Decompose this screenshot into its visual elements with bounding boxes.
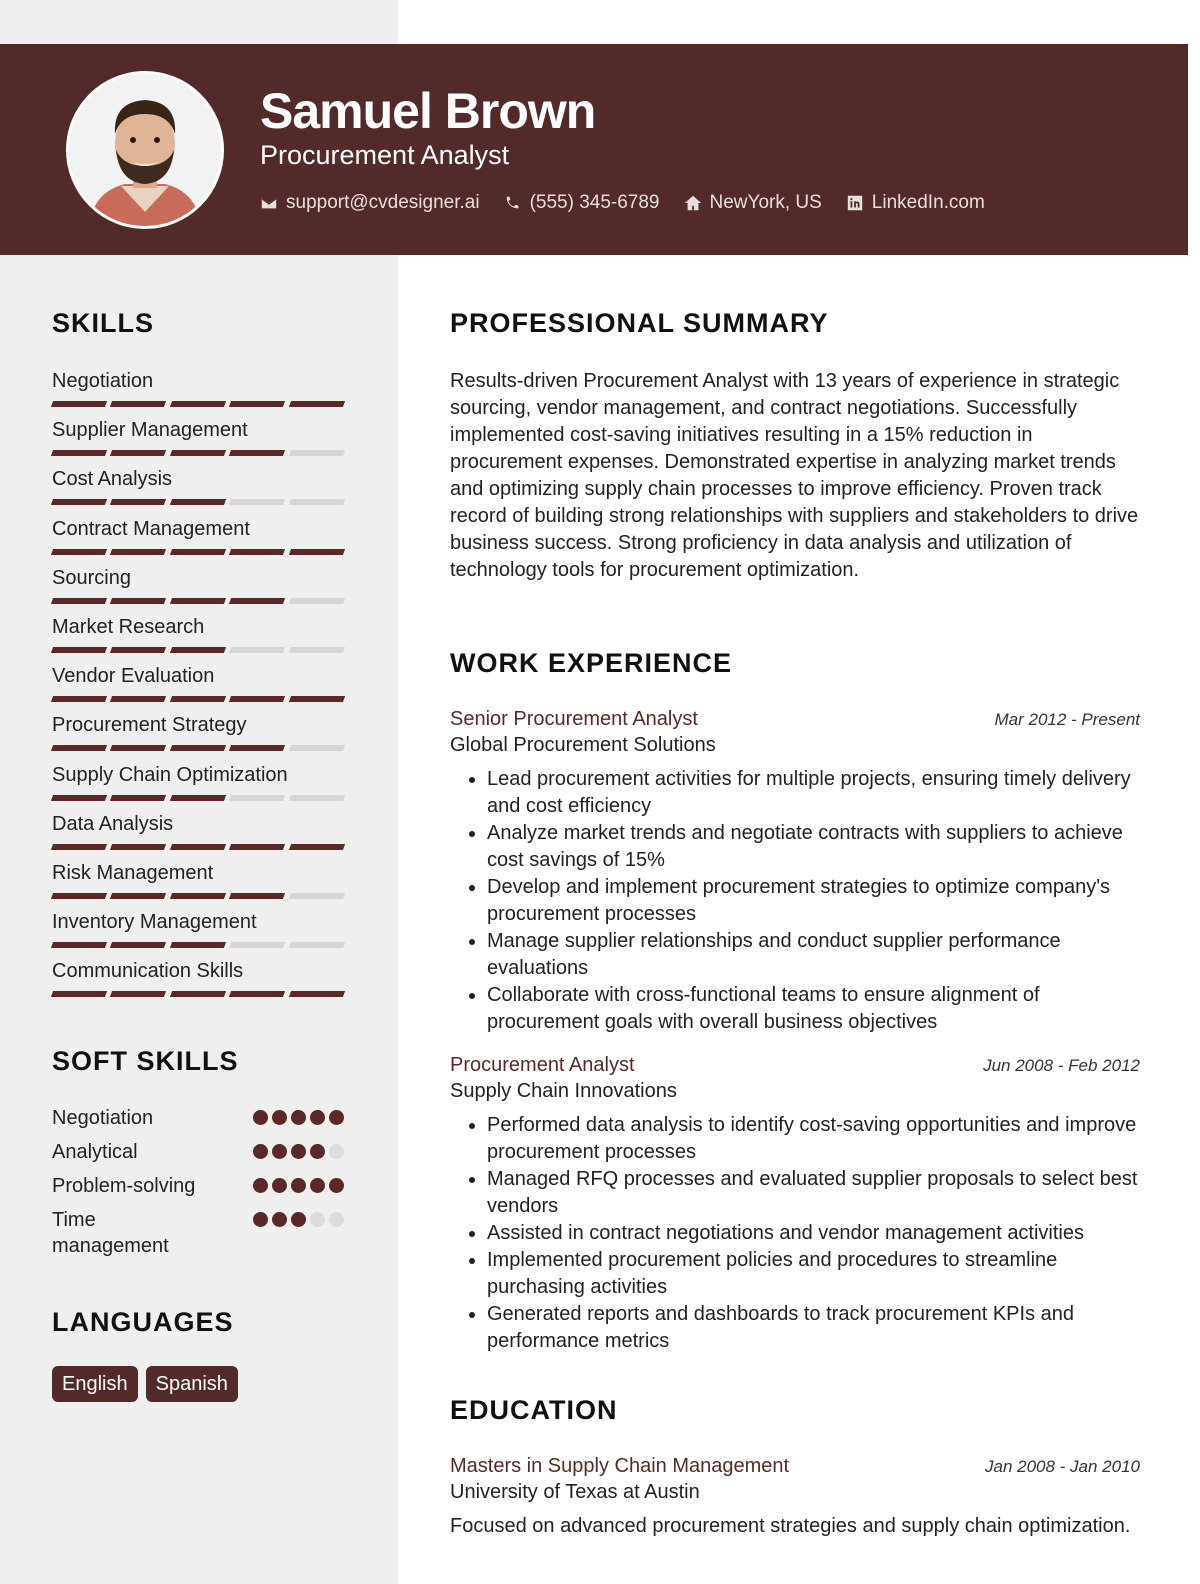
soft-skill-item bbox=[52, 1139, 344, 1165]
skill-level-segment bbox=[170, 647, 227, 653]
skill-level-segment bbox=[51, 549, 108, 555]
skill-level-segment bbox=[229, 450, 286, 456]
skill-level-segment bbox=[110, 450, 167, 456]
skill-level-segment bbox=[288, 795, 345, 801]
skill-level-segment bbox=[110, 942, 167, 948]
rating-dot bbox=[329, 1110, 344, 1125]
skill-level-bar bbox=[52, 844, 344, 850]
languages-heading: LANGUAGES bbox=[52, 1307, 234, 1337]
contact-email-text: support@cvdesigner.ai bbox=[286, 192, 480, 213]
soft-skill-rating bbox=[253, 1212, 344, 1227]
skill-label: Data Analysis bbox=[52, 812, 174, 835]
resume-header bbox=[0, 44, 1188, 255]
phone-icon bbox=[504, 194, 522, 212]
skill-level-segment bbox=[110, 844, 167, 850]
contact-phone[interactable] bbox=[504, 192, 660, 214]
skill-item bbox=[52, 466, 344, 515]
skill-level-segment bbox=[51, 795, 108, 801]
skill-level-segment bbox=[288, 499, 345, 505]
rating-dot bbox=[253, 1144, 268, 1159]
skill-level-segment bbox=[229, 795, 286, 801]
skill-level-segment bbox=[170, 549, 227, 555]
soft-skills-list bbox=[52, 1105, 344, 1267]
skill-item bbox=[52, 663, 344, 712]
contact-linkedin-text: LinkedIn.com bbox=[871, 192, 985, 213]
languages-list bbox=[52, 1366, 238, 1402]
rating-dot bbox=[310, 1178, 325, 1193]
skill-level-segment bbox=[229, 499, 286, 505]
skill-level-bar bbox=[52, 598, 344, 604]
rating-dot bbox=[329, 1178, 344, 1193]
skill-label: Sourcing bbox=[52, 566, 131, 589]
soft-skill-item bbox=[52, 1207, 344, 1259]
skill-level-segment bbox=[229, 598, 286, 604]
skill-level-segment bbox=[110, 647, 167, 653]
skill-level-segment bbox=[170, 450, 227, 456]
skill-level-segment bbox=[51, 991, 108, 997]
language-badge: Spanish bbox=[146, 1366, 238, 1402]
skill-item bbox=[52, 614, 344, 663]
skill-level-segment bbox=[170, 942, 227, 948]
rating-dot bbox=[253, 1110, 268, 1125]
soft-skill-label: Time management bbox=[52, 1209, 169, 1257]
skill-level-segment bbox=[288, 450, 345, 456]
skill-item bbox=[52, 909, 344, 958]
skill-level-segment bbox=[288, 647, 345, 653]
rating-dot bbox=[329, 1212, 344, 1227]
avatar bbox=[66, 71, 224, 229]
soft-skill-item bbox=[52, 1173, 344, 1199]
skills-list bbox=[52, 368, 344, 1007]
job-date: Mar 2012 - Present bbox=[994, 710, 1140, 729]
skill-item bbox=[52, 958, 344, 1007]
soft-skill-rating bbox=[253, 1110, 344, 1125]
education-description: Focused on advanced procurement strategies and supply chain optimization. bbox=[450, 1515, 1131, 1537]
skill-level-bar bbox=[52, 991, 344, 997]
job-entry bbox=[450, 1054, 1140, 1355]
skill-level-segment bbox=[229, 549, 286, 555]
skill-label: Supplier Management bbox=[52, 419, 248, 442]
soft-skill-label: Problem-solving bbox=[52, 1175, 196, 1197]
skill-level-segment bbox=[229, 893, 286, 899]
skill-level-bar bbox=[52, 401, 344, 407]
skill-level-bar bbox=[52, 647, 344, 653]
contact-location bbox=[684, 192, 822, 214]
job-company: Supply Chain Innovations bbox=[450, 1080, 677, 1102]
job-bullet: • Analyze market trends and negotiate contracts with suppliers to achieve cost savings of 15% bbox=[487, 820, 1140, 874]
skill-level-bar bbox=[52, 499, 344, 505]
soft-skill-rating bbox=[253, 1178, 344, 1193]
skill-item bbox=[52, 860, 344, 909]
rating-dot bbox=[272, 1144, 287, 1159]
skill-level-segment bbox=[170, 991, 227, 997]
envelope-icon bbox=[260, 194, 278, 212]
job-bullets bbox=[450, 1112, 1140, 1355]
job-bullet: • Collaborate with cross-functional teams to ensure alignment of procurement goals with overall business objectives bbox=[487, 982, 1140, 1036]
skill-level-segment bbox=[288, 942, 345, 948]
skill-level-segment bbox=[51, 893, 108, 899]
skill-level-segment bbox=[110, 696, 167, 702]
skill-label: Contract Management bbox=[52, 517, 250, 540]
skill-item bbox=[52, 811, 344, 860]
rating-dot bbox=[272, 1110, 287, 1125]
rating-dot bbox=[291, 1178, 306, 1193]
job-date: Jun 2008 - Feb 2012 bbox=[983, 1056, 1140, 1075]
skill-level-segment bbox=[51, 745, 108, 751]
skill-level-segment bbox=[288, 893, 345, 899]
skill-level-segment bbox=[110, 549, 167, 555]
skill-level-bar bbox=[52, 942, 344, 948]
skill-level-segment bbox=[110, 991, 167, 997]
contact-list bbox=[260, 192, 985, 214]
rating-dot bbox=[310, 1110, 325, 1125]
rating-dot bbox=[253, 1178, 268, 1193]
skill-item bbox=[52, 565, 344, 614]
skill-item bbox=[52, 368, 344, 417]
summary-heading: PROFESSIONAL SUMMARY bbox=[450, 308, 829, 338]
skill-level-segment bbox=[229, 942, 286, 948]
skill-label: Supply Chain Optimization bbox=[52, 763, 288, 786]
rating-dot bbox=[329, 1144, 344, 1159]
contact-email[interactable] bbox=[260, 192, 480, 214]
skill-level-segment bbox=[110, 795, 167, 801]
summary-text: Results-driven Procurement Analyst with 13 years of experience in strategic sourcing, vendor management, and contract negotiations. Successfully implemented cost-saving initiatives resulting in a 15% reduction in procurement expenses. Demonstrated expertise in analyzing market trends and optimizing supply chain processes to improve efficiency. Proven track record of building strong relationships with suppliers and stakeholders to drive business success. Strong proficiency in data analysis and utilization of technology tools for procurement optimization. bbox=[450, 370, 1139, 581]
skill-level-bar bbox=[52, 696, 344, 702]
skill-level-segment bbox=[288, 549, 345, 555]
skill-level-bar bbox=[52, 549, 344, 555]
skill-level-segment bbox=[51, 696, 108, 702]
rating-dot bbox=[291, 1110, 306, 1125]
skill-level-segment bbox=[170, 844, 227, 850]
skill-level-segment bbox=[51, 844, 108, 850]
skill-level-segment bbox=[288, 844, 345, 850]
skill-level-bar bbox=[52, 450, 344, 456]
skill-label: Inventory Management bbox=[52, 911, 257, 934]
linkedin-icon bbox=[846, 194, 864, 212]
rating-dot bbox=[291, 1212, 306, 1227]
skill-level-segment bbox=[51, 401, 108, 407]
skill-item bbox=[52, 762, 344, 811]
contact-location-text: NewYork, US bbox=[709, 192, 822, 213]
soft-skill-item bbox=[52, 1105, 344, 1131]
skill-level-segment bbox=[170, 745, 227, 751]
skill-item bbox=[52, 712, 344, 761]
skill-label: Procurement Strategy bbox=[52, 714, 247, 737]
skill-label: Cost Analysis bbox=[52, 468, 173, 491]
skill-level-segment bbox=[110, 745, 167, 751]
skill-label: Communication Skills bbox=[52, 960, 244, 983]
job-bullet: • Managed RFQ processes and evaluated supplier proposals to select best vendors bbox=[487, 1166, 1140, 1220]
rating-dot bbox=[272, 1178, 287, 1193]
skill-level-bar bbox=[52, 745, 344, 751]
skill-level-segment bbox=[170, 795, 227, 801]
skill-level-segment bbox=[288, 696, 345, 702]
job-bullet: • Lead procurement activities for multiple projects, ensuring timely delivery and cost efficiency bbox=[487, 766, 1140, 820]
skill-item bbox=[52, 417, 344, 466]
soft-skill-label: Analytical bbox=[52, 1141, 138, 1163]
skill-label: Market Research bbox=[52, 615, 205, 638]
skill-level-segment bbox=[51, 942, 108, 948]
school-name: University of Texas at Austin bbox=[450, 1481, 700, 1503]
skill-level-segment bbox=[288, 598, 345, 604]
job-bullet: • Develop and implement procurement strategies to optimize company's procurement processes bbox=[487, 874, 1140, 928]
rating-dot bbox=[310, 1212, 325, 1227]
job-bullet: • Manage supplier relationships and conduct supplier performance evaluations bbox=[487, 928, 1140, 982]
skill-level-segment bbox=[110, 893, 167, 899]
job-bullet: • Performed data analysis to identify cost-saving opportunities and improve procurement processes bbox=[487, 1112, 1140, 1166]
skill-level-segment bbox=[51, 598, 108, 604]
job-entry bbox=[450, 708, 1140, 1036]
skill-level-segment bbox=[110, 401, 167, 407]
skill-level-segment bbox=[229, 401, 286, 407]
job-bullet: • Implemented procurement policies and procedures to streamline purchasing activities bbox=[487, 1247, 1140, 1301]
candidate-name: Samuel Brown bbox=[260, 83, 596, 139]
skill-level-segment bbox=[170, 499, 227, 505]
job-title: Procurement Analyst bbox=[450, 1054, 635, 1076]
education-date: Jan 2008 - Jan 2010 bbox=[984, 1457, 1140, 1476]
skill-level-segment bbox=[229, 696, 286, 702]
skill-label: Vendor Evaluation bbox=[52, 665, 215, 688]
job-bullet: • Assisted in contract negotiations and vendor management activities bbox=[487, 1220, 1140, 1247]
skill-level-segment bbox=[229, 647, 286, 653]
skill-level-segment bbox=[288, 991, 345, 997]
skill-level-segment bbox=[51, 450, 108, 456]
rating-dot bbox=[291, 1144, 306, 1159]
soft-skill-label: Negotiation bbox=[52, 1107, 154, 1129]
education-entry bbox=[450, 1455, 1140, 1540]
skill-item bbox=[52, 516, 344, 565]
skill-label: Negotiation bbox=[52, 370, 154, 392]
rating-dot bbox=[272, 1212, 287, 1227]
skill-level-segment bbox=[110, 499, 167, 505]
soft-skill-rating bbox=[253, 1144, 344, 1159]
skill-level-segment bbox=[229, 991, 286, 997]
skill-level-segment bbox=[170, 696, 227, 702]
skill-label: Risk Management bbox=[52, 861, 214, 884]
education-heading: EDUCATION bbox=[450, 1395, 618, 1425]
skills-heading: SKILLS bbox=[52, 308, 155, 338]
language-badge: English bbox=[52, 1366, 138, 1402]
job-company: Global Procurement Solutions bbox=[450, 734, 716, 756]
job-title: Senior Procurement Analyst bbox=[450, 708, 698, 730]
job-bullet: • Generated reports and dashboards to track procurement KPIs and performance metrics bbox=[487, 1301, 1140, 1355]
soft-skills-heading: SOFT SKILLS bbox=[52, 1046, 239, 1076]
job-bullets bbox=[450, 766, 1140, 1036]
skill-level-segment bbox=[229, 745, 286, 751]
contact-phone-text: (555) 345-6789 bbox=[529, 192, 660, 213]
skill-level-bar bbox=[52, 795, 344, 801]
skill-level-segment bbox=[170, 598, 227, 604]
degree-title: Masters in Supply Chain Management bbox=[450, 1455, 790, 1477]
rating-dot bbox=[310, 1144, 325, 1159]
skill-level-segment bbox=[288, 745, 345, 751]
skill-level-segment bbox=[51, 499, 108, 505]
skill-level-segment bbox=[288, 401, 345, 407]
skill-level-segment bbox=[110, 598, 167, 604]
skill-level-segment bbox=[170, 893, 227, 899]
contact-linkedin[interactable] bbox=[846, 192, 985, 214]
rating-dot bbox=[253, 1212, 268, 1227]
skill-level-segment bbox=[170, 401, 227, 407]
skill-level-segment bbox=[51, 647, 108, 653]
experience-heading: WORK EXPERIENCE bbox=[450, 648, 733, 678]
candidate-role: Procurement Analyst bbox=[260, 140, 510, 170]
home-icon bbox=[684, 194, 702, 212]
skill-level-segment bbox=[229, 844, 286, 850]
skill-level-bar bbox=[52, 893, 344, 899]
